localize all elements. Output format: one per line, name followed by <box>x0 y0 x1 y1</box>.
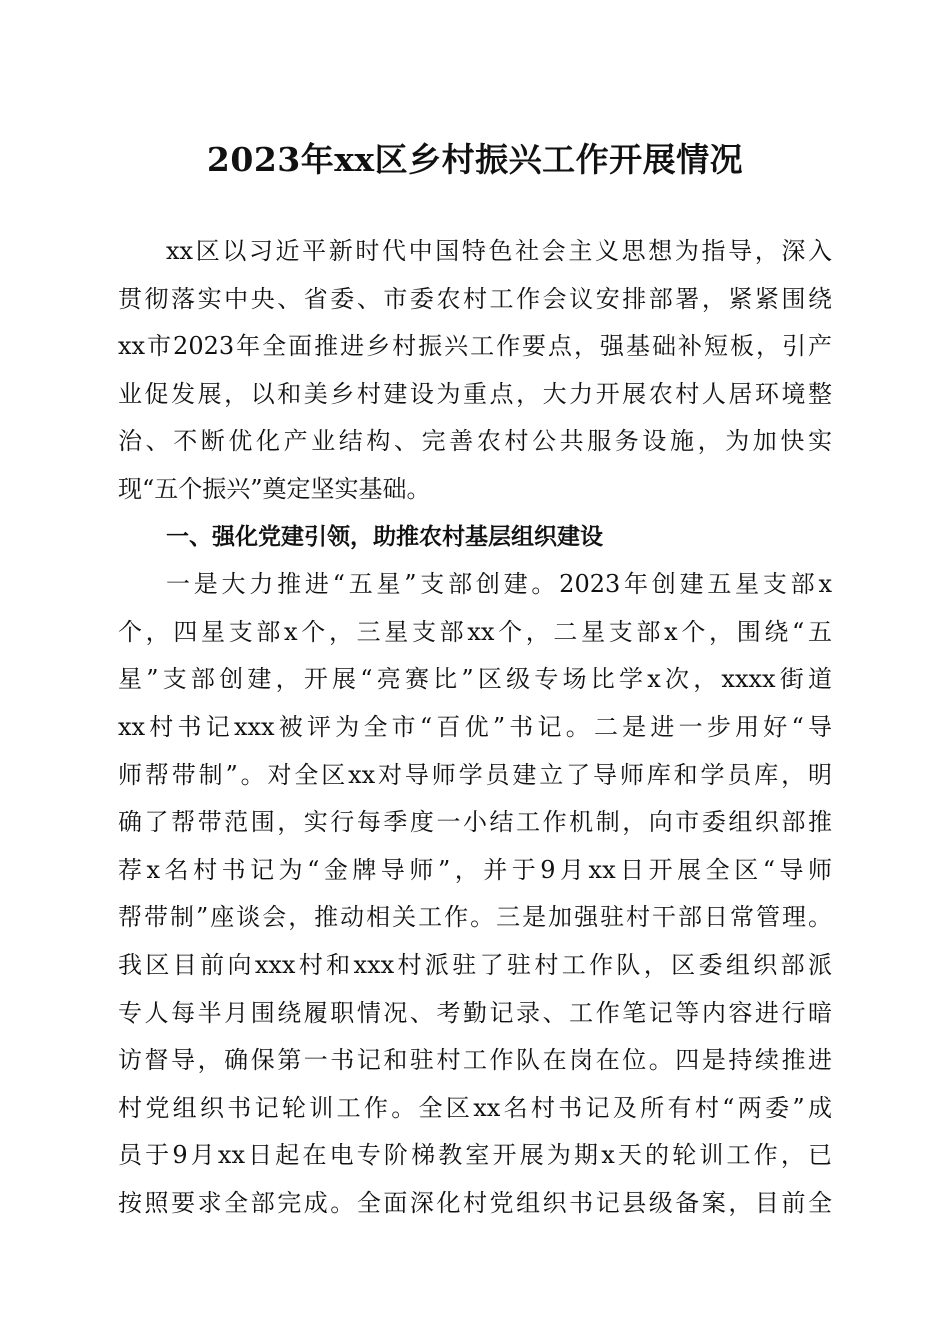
paragraph-line: 村党组织书记轮训工作。全区xx名村书记及所有村“两委”成 <box>118 1093 832 1122</box>
paragraph-line: 一是大力推进“五星”支部创建。2023年创建五星支部x <box>166 570 832 599</box>
paragraph-line: 荐x名村书记为“金牌导师”，并于9月xx日开展全区“导师 <box>118 855 832 884</box>
paragraph-line: 现“五个振兴”奠定坚实基础。 <box>118 474 431 503</box>
paragraph-line: 个，四星支部x个，三星支部xx个，二星支部x个，围绕“五 <box>118 617 832 646</box>
document-title: 2023年xx区乡村振兴工作开展情况 <box>206 140 744 179</box>
paragraph-line: 业促发展，以和美乡村建设为重点，大力开展农村人居环境整 <box>118 379 832 408</box>
paragraph-line: 帮带制”座谈会，推动相关工作。三是加强驻村干部日常管理。 <box>118 903 832 932</box>
paragraph-line: xx区以习近平新时代中国特色社会主义思想为指导，深入 <box>166 237 832 265</box>
paragraph-line: 按照要求全部完成。全面深化村党组织书记县级备案，目前全 <box>118 1188 832 1217</box>
paragraph-line: 师帮带制”。对全区xx对导师学员建立了导师库和学员库，明 <box>118 760 832 789</box>
paragraph-line: 我区目前向xxx村和xxx村派驻了驻村工作队，区委组织部派 <box>118 950 832 979</box>
paragraph-line: xx市2023年全面推进乡村振兴工作要点，强基础补短板，引产 <box>118 332 832 361</box>
paragraph-line: 贯彻落实中央、省委、市委农村工作会议安排部署，紧紧围绕 <box>118 284 832 313</box>
paragraph-line: 治、不断优化产业结构、完善农村公共服务设施，为加快实 <box>118 427 832 456</box>
paragraph-line: 员于9月xx日起在电专阶梯教室开展为期x天的轮训工作，已 <box>118 1141 832 1170</box>
paragraph-line: 星”支部创建，开展“亮赛比”区级专场比学x次，xxxx街道 <box>118 665 832 694</box>
paragraph-line: 访督导，确保第一书记和驻村工作队在岗在位。四是持续推进 <box>118 1046 832 1075</box>
paragraph-line: 确了帮带范围，实行每季度一小结工作机制，向市委组织部推 <box>118 808 832 837</box>
document-body <box>118 228 832 1227</box>
paragraph-line: 专人每半月围绕履职情况、考勤记录、工作笔记等内容进行暗 <box>118 998 832 1027</box>
paragraph-line: xx村书记xxx被评为全市“百优”书记。二是进一步用好“导 <box>118 712 832 741</box>
section-heading: 一、强化党建引领，助推农村基层组织建设 <box>166 523 603 550</box>
